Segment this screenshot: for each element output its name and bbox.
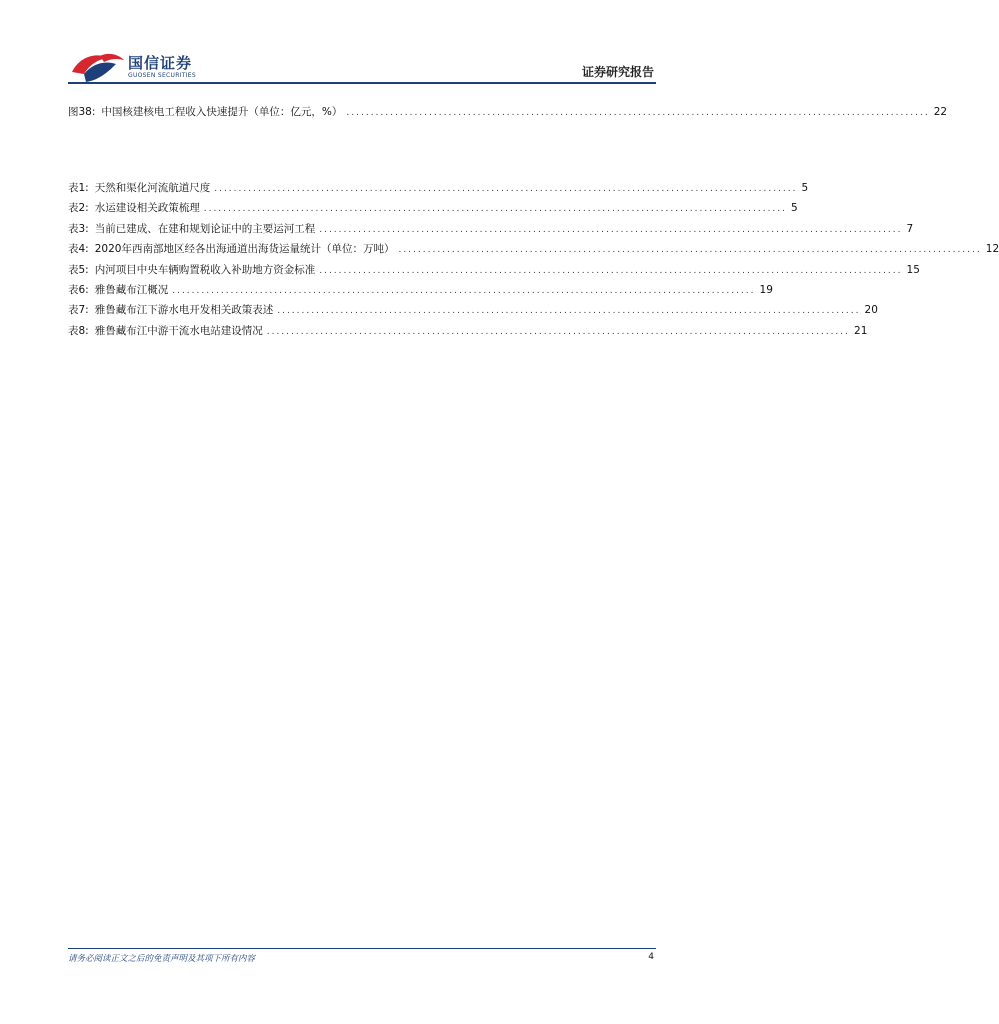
toc-entry-label: 表4: [68,243,89,256]
guosen-logo-icon [70,50,126,84]
logo-chinese-name: 国信证券 [128,54,193,72]
toc-entry-page: 7 [906,222,914,235]
toc-entry-title: 雅鲁藏布江下游水电开发相关政策表述 [94,304,274,317]
toc-entry-label: 表7: [68,304,89,317]
dot-leader: ........................................................................................................................ [203,204,788,215]
toc-entry-label: 表8: [68,324,89,337]
toc-entry-table-2[interactable] [68,200,798,220]
logo-english-name: GUOSEN SECURITIES [128,72,197,79]
table-list [68,180,999,343]
dot-leader: ........................................................................................................................ [346,108,930,118]
page-number: 4 [648,952,654,962]
toc-entry-page: 19 [759,283,773,296]
toc-entry-title: 中国核建核电工程收入快速提升（单位：亿元，%） [101,106,343,118]
dot-leader: ........................................................................................................................ [277,306,861,317]
toc-entry-label: 表6: [68,283,89,296]
toc-entry-table-1[interactable] [68,180,809,200]
dot-leader: ........................................................................................................................ [319,265,903,276]
toc-entry-label: 表1: [68,182,89,194]
toc-entry-page: 15 [906,263,920,276]
page-header [0,0,724,90]
toc-entry-label: 表3: [68,222,89,235]
toc-entry-page: 5 [791,202,798,215]
toc-entry-page: 22 [933,106,948,118]
toc-entry-table-3[interactable] [68,221,914,241]
toc-entry-title: 天然和渠化河流航道尺度 [94,182,211,194]
toc-entry-title: 雅鲁藏布江中游干流水电站建设情况 [94,324,263,337]
dot-leader: ........................................................................................................................ [172,285,756,296]
toc-entry-label: 图38: [68,106,96,118]
toc-entry-table-8[interactable] [68,323,868,343]
toc-entry-label: 表2: [68,202,89,215]
guosen-logo [70,50,200,84]
toc-entry-title: 当前已建成、在建和规划论证中的主要运河工程 [94,222,316,235]
dot-leader: ........................................................................................................................ [214,184,798,194]
footer-disclaimer: 请务必阅读正文之后的免责声明及其项下所有内容 [68,954,256,964]
toc-entry-title: 2020年西南部地区经各出海通道出海货运量统计（单位：万吨） [94,243,395,256]
toc-entry-label: 表5: [68,263,89,276]
dot-leader: ........................................................................................................................ [398,245,982,256]
toc-entry-title: 内河项目中央车辆购置税收入补助地方资金标准 [94,263,316,276]
toc-entry-page: 20 [864,304,878,317]
toc-entry-title: 雅鲁藏布江概况 [94,283,169,296]
report-type-label: 证券研究报告 [581,65,654,79]
toc-entry-title: 水运建设相关政策梳理 [94,202,200,215]
toc-entry-table-4[interactable] [68,241,999,261]
toc-entry-table-5[interactable] [68,262,920,282]
toc-entry-page: 12 [985,243,999,256]
toc-entry-table-7[interactable] [68,302,878,322]
toc-entry-table-6[interactable] [68,282,773,302]
toc-entry-page: 21 [854,324,868,337]
toc-entry-page: 5 [801,182,809,194]
dot-leader: ........................................................................................................................ [319,224,903,235]
header-divider [68,82,656,84]
figure-list [68,104,948,124]
toc-entry-figure-38[interactable] [68,104,948,124]
dot-leader: ........................................................................................................................ [266,326,851,337]
footer-divider [68,948,656,949]
